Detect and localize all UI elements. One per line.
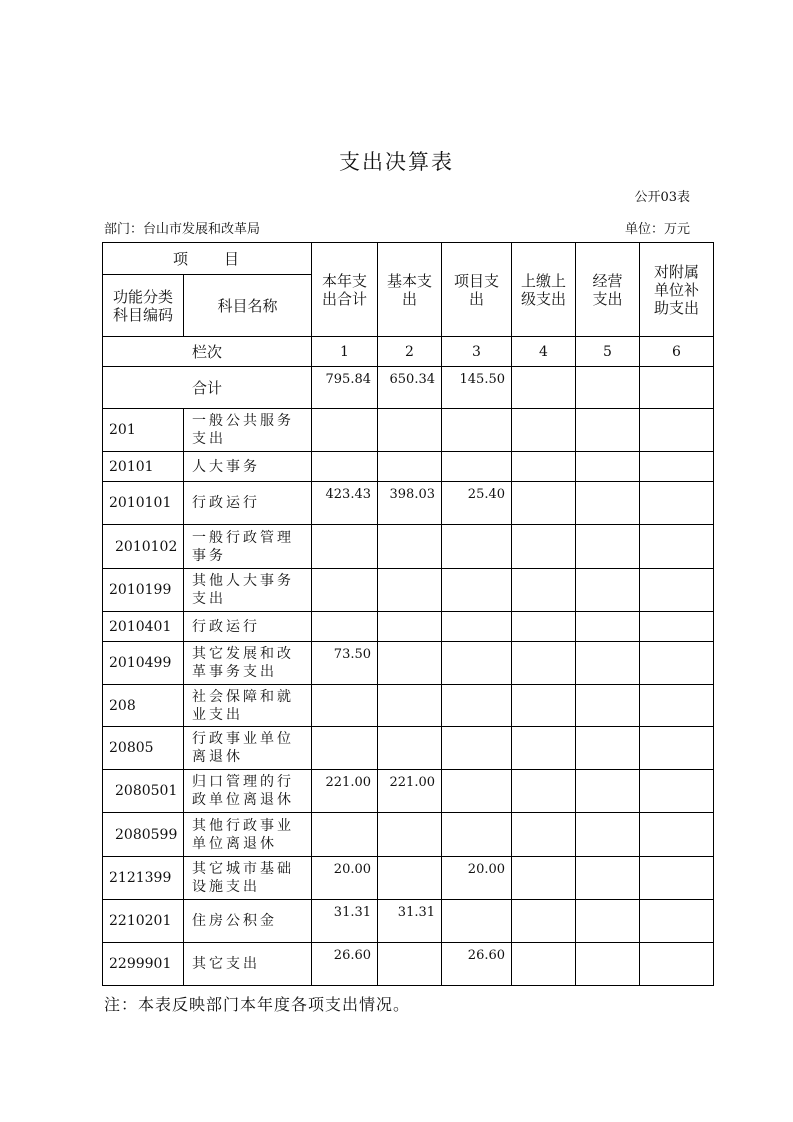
total-label: 合计 [103, 367, 312, 409]
expenditure-table [102, 242, 714, 986]
row-c2: 31.31 [378, 900, 442, 943]
row-c6 [640, 685, 714, 727]
row-c6 [640, 525, 714, 569]
row-c6 [640, 813, 714, 857]
row-c4 [512, 943, 576, 986]
row-code: 208 [103, 685, 184, 727]
header-col5: 经营 支出 [576, 243, 640, 337]
row-code: 2299901 [103, 943, 184, 986]
department-label: 部门：台山市发展和改革局 [104, 222, 261, 237]
row-c3: 26.60 [442, 943, 512, 986]
table-row [103, 813, 714, 857]
row-name: 一般行政管理事务 [184, 525, 312, 569]
header-col3: 项目支 出 [442, 243, 512, 337]
row-c3 [442, 813, 512, 857]
row-c5 [576, 770, 640, 813]
row-code: 2080599 [103, 813, 184, 857]
row-c6 [640, 727, 714, 770]
index-col: 1 [312, 337, 378, 367]
row-c5 [576, 857, 640, 900]
row-name: 行政运行 [184, 482, 312, 525]
total-c2: 650.34 [378, 367, 442, 409]
row-c4 [512, 642, 576, 685]
row-c2 [378, 409, 442, 452]
row-c6 [640, 612, 714, 642]
row-c5 [576, 900, 640, 943]
row-name: 其他行政事业单位离退休 [184, 813, 312, 857]
row-c2 [378, 452, 442, 482]
table-row [103, 642, 714, 685]
table-row [103, 900, 714, 943]
row-c1: 26.60 [312, 943, 378, 986]
row-code: 201 [103, 409, 184, 452]
row-c5 [576, 612, 640, 642]
row-c6 [640, 482, 714, 525]
row-c1: 31.31 [312, 900, 378, 943]
page-title: 支出决算表 [339, 150, 454, 174]
row-c2: 398.03 [378, 482, 442, 525]
row-c4 [512, 770, 576, 813]
row-c1: 73.50 [312, 642, 378, 685]
header-subject-name: 科目名称 [184, 275, 312, 337]
row-c3: 25.40 [442, 482, 512, 525]
row-c1 [312, 685, 378, 727]
row-name: 人大事务 [184, 452, 312, 482]
row-c6 [640, 642, 714, 685]
row-code: 20101 [103, 452, 184, 482]
row-name: 其它支出 [184, 943, 312, 986]
table-row [103, 482, 714, 525]
row-c1 [312, 525, 378, 569]
header-func-code: 功能分类 科目编码 [103, 275, 184, 337]
row-code: 2121399 [103, 857, 184, 900]
total-c5 [576, 367, 640, 409]
header-col2: 基本支 出 [378, 243, 442, 337]
row-c6 [640, 569, 714, 612]
table-row [103, 612, 714, 642]
table-row [103, 770, 714, 813]
table-row [103, 857, 714, 900]
row-c2 [378, 525, 442, 569]
row-c6 [640, 452, 714, 482]
table-row [103, 569, 714, 612]
row-c4 [512, 569, 576, 612]
row-c3 [442, 770, 512, 813]
row-c3 [442, 685, 512, 727]
row-c2 [378, 727, 442, 770]
total-c3: 145.50 [442, 367, 512, 409]
index-col: 6 [640, 337, 714, 367]
row-c4 [512, 612, 576, 642]
total-c6 [640, 367, 714, 409]
index-row-label: 栏次 [103, 337, 312, 367]
row-c2: 221.00 [378, 770, 442, 813]
row-c4 [512, 525, 576, 569]
row-c1: 221.00 [312, 770, 378, 813]
row-c2 [378, 685, 442, 727]
row-c2 [378, 612, 442, 642]
row-code: 2010102 [103, 525, 184, 569]
row-c3 [442, 525, 512, 569]
index-col: 4 [512, 337, 576, 367]
row-c1: 20.00 [312, 857, 378, 900]
row-c2 [378, 569, 442, 612]
row-c5 [576, 525, 640, 569]
row-c3 [442, 452, 512, 482]
row-c4 [512, 857, 576, 900]
row-name: 住房公积金 [184, 900, 312, 943]
row-c5 [576, 727, 640, 770]
total-row [103, 367, 714, 409]
row-c3: 20.00 [442, 857, 512, 900]
row-name: 其它城市基础设施支出 [184, 857, 312, 900]
table-row [103, 452, 714, 482]
row-code: 2080501 [103, 770, 184, 813]
header-project: 项 目 [103, 243, 312, 275]
row-c1 [312, 612, 378, 642]
row-c2 [378, 813, 442, 857]
row-c5 [576, 943, 640, 986]
row-c1 [312, 727, 378, 770]
row-c6 [640, 409, 714, 452]
row-code: 2010199 [103, 569, 184, 612]
row-code: 2010499 [103, 642, 184, 685]
row-c1 [312, 569, 378, 612]
total-c1: 795.84 [312, 367, 378, 409]
row-code: 2010401 [103, 612, 184, 642]
index-col: 5 [576, 337, 640, 367]
header-col4: 上缴上 级支出 [512, 243, 576, 337]
row-c6 [640, 857, 714, 900]
row-c6 [640, 770, 714, 813]
header-col6: 对附属 单位补 助支出 [640, 243, 714, 337]
row-c2 [378, 642, 442, 685]
row-c3 [442, 727, 512, 770]
table-row [103, 943, 714, 986]
row-name: 其他人大事务支出 [184, 569, 312, 612]
row-code: 2010101 [103, 482, 184, 525]
row-c4 [512, 813, 576, 857]
index-col: 2 [378, 337, 442, 367]
row-c4 [512, 409, 576, 452]
row-c6 [640, 900, 714, 943]
row-c3 [442, 409, 512, 452]
row-c6 [640, 943, 714, 986]
row-c1: 423.43 [312, 482, 378, 525]
row-name: 归口管理的行政单位离退休 [184, 770, 312, 813]
row-c1 [312, 452, 378, 482]
header-col1: 本年支 出合计 [312, 243, 378, 337]
row-c5 [576, 409, 640, 452]
row-c2 [378, 943, 442, 986]
table-row [103, 727, 714, 770]
row-c3 [442, 612, 512, 642]
row-c5 [576, 452, 640, 482]
row-c4 [512, 482, 576, 525]
row-c4 [512, 727, 576, 770]
row-name: 其它发展和改革事务支出 [184, 642, 312, 685]
row-c5 [576, 569, 640, 612]
row-name: 行政事业单位离退休 [184, 727, 312, 770]
index-col: 3 [442, 337, 512, 367]
row-name: 一般公共服务支出 [184, 409, 312, 452]
footnote: 注：本表反映部门本年度各项支出情况。 [104, 995, 411, 1014]
total-c4 [512, 367, 576, 409]
row-name: 行政运行 [184, 612, 312, 642]
table-number: 公开03表 [634, 190, 690, 205]
row-c4 [512, 452, 576, 482]
row-c4 [512, 685, 576, 727]
table-row [103, 685, 714, 727]
row-c5 [576, 813, 640, 857]
row-c3 [442, 642, 512, 685]
row-c4 [512, 900, 576, 943]
row-c2 [378, 857, 442, 900]
row-code: 2210201 [103, 900, 184, 943]
row-c1 [312, 813, 378, 857]
row-c5 [576, 642, 640, 685]
table-row [103, 525, 714, 569]
row-name: 社会保障和就业支出 [184, 685, 312, 727]
table-row [103, 409, 714, 452]
row-code: 20805 [103, 727, 184, 770]
row-c1 [312, 409, 378, 452]
row-c5 [576, 482, 640, 525]
row-c3 [442, 569, 512, 612]
unit-label: 单位：万元 [624, 222, 690, 237]
row-c3 [442, 900, 512, 943]
row-c5 [576, 685, 640, 727]
